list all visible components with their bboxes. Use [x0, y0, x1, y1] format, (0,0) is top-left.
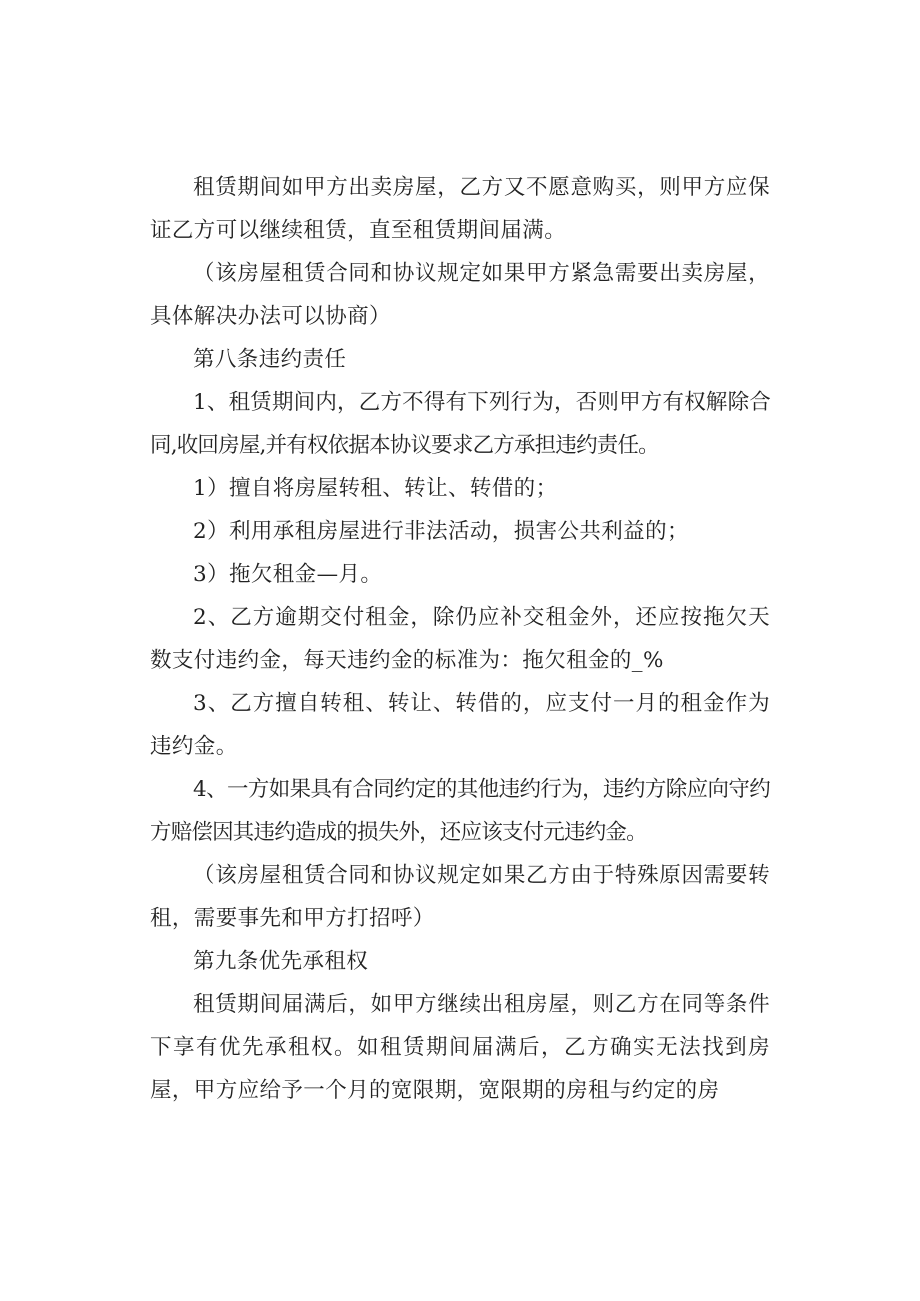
paragraph-clause-1: 1、租赁期间内，乙方不得有下列行为，否则甲方有权解除合同,收回房屋,并有权依据本协议要求乙方承担违约责任。 [150, 390, 770, 458]
document-body [150, 166, 770, 1112]
paragraph-clause-1-item-3: 3）拖欠租金—月。 [193, 562, 383, 587]
paragraph-note-sublease: （该房屋租赁合同和协议规定如果乙方由于特殊原因需要转租，需要事先和甲方打招呼） [150, 863, 770, 931]
heading-article-9: 第九条优先承租权 [193, 949, 369, 974]
paragraph-clause-3: 3、乙方擅自转租、转让、转借的，应支付一月的租金作为违约金。 [150, 691, 770, 759]
paragraph-note-urgent-sale: （该房屋租赁合同和协议规定如果甲方紧急需要出卖房屋，具体解决办法可以协商） [150, 261, 770, 329]
paragraph-sale-during-lease: 租赁期间如甲方出卖房屋，乙方又不愿意购买，则甲方应保证乙方可以继续租赁，直至租赁期间届满。 [150, 175, 770, 243]
paragraph-clause-2: 2、乙方逾期交付租金，除仍应补交租金外，还应按拖欠天数支付违约金，每天违约金的标准为：拖欠租金的_% [150, 605, 770, 673]
paragraph-clause-1-item-2: 2）利用承租房屋进行非法活动，损害公共利益的； [193, 519, 689, 544]
paragraph-clause-4: 4、一方如果具有合同约定的其他违约行为，违约方除应向守约方赔偿因其违约造成的损失外，还应该支付元违约金。 [150, 777, 770, 845]
heading-article-8: 第八条违约责任 [193, 347, 347, 372]
paragraph-clause-1-item-1: 1）擅自将房屋转租、转让、转借的； [193, 476, 558, 501]
paragraph-priority-lease: 租赁期间届满后，如甲方继续出租房屋，则乙方在同等条件下享有优先承租权。如租赁期间届满后，乙方确实无法找到房屋，甲方应给予一个月的宽限期，宽限期的房租与约定的房 [150, 992, 770, 1103]
